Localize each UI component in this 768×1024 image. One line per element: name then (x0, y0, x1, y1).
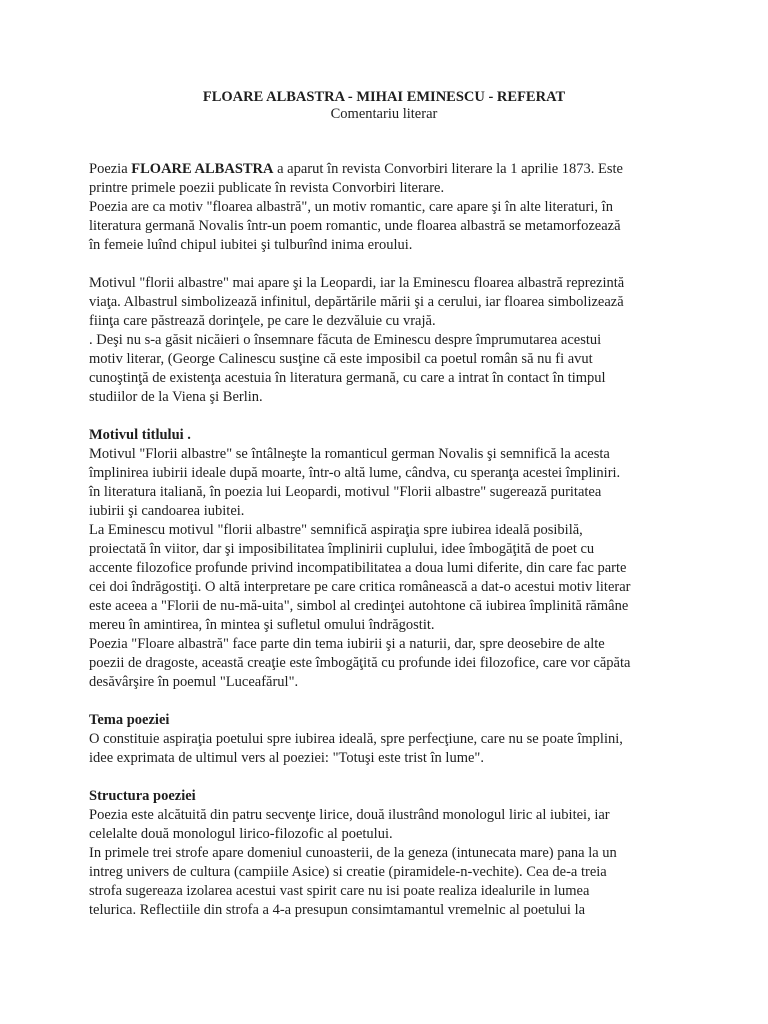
section-structura-poeziei (89, 787, 739, 920)
blank-line (89, 692, 739, 711)
section-motivul-titlului (89, 426, 739, 692)
paragraph-line: Motivul "Florii albastre" se întâlneşte la romanticul german Novalis şi semnifică la acesta (89, 446, 610, 462)
paragraph-line: desăvârşire în poemul "Luceafărul". (89, 674, 299, 690)
paragraph-leopardi (89, 274, 739, 407)
blank-line (89, 407, 739, 426)
paragraph-line: în literatura italiană, în poezia lui Leopardi, motivul "Florii albastre" sugerează puritatea (89, 484, 602, 500)
paragraph-line: cei doi îndrăgostiţi. O altă interpretare pe care critica românească a dat-o acestui motiv literar (89, 579, 631, 595)
blank-line (89, 255, 739, 274)
paragraph-line: mereu în amintirea, în mintea şi sufletul omului îndrăgostit. (89, 617, 435, 633)
paragraph-line: . Deşi nu s-a găsit nicăieri o însemnare făcuta de Eminescu despre împrumutarea acestui (89, 332, 602, 348)
section-heading: Motivul titlului . (89, 427, 191, 443)
paragraph-line: strofa sugereaza izolarea acestui vast spirit care nu isi poate realiza idealurile in lumea (89, 883, 590, 899)
blank-line (89, 768, 739, 787)
document-subtitle: Comentariu literar (330, 106, 438, 122)
paragraph-line: motiv literar, (George Calinescu susţine că este imposibil ca poetul român să nu fi avut (89, 351, 593, 367)
paragraph-line: în femeie luînd chipul iubitei şi tulburînd inima eroului. (89, 237, 413, 253)
document-body (89, 160, 739, 920)
paragraph-line (89, 160, 739, 179)
paragraph-line: intreg univers de cultura (campiile Asice) si creatie (piramidele-n-vechite). Cea de-a treia (89, 864, 607, 880)
paragraph-line: împlinirea iubirii ideale după moarte, într-o altă lume, cândva, cu speranţa acestei împliniri. (89, 465, 621, 481)
section-heading: Tema poeziei (89, 712, 170, 728)
paragraph-line: Poezia "Floare albastră" face parte din tema iubirii şi a naturii, dar, spre deosebire de alte (89, 636, 605, 652)
paragraph-line: este aceea a "Florii de nu-mă-uita", simbol al credinţei autohtone că iubirea împlinită rămâne (89, 598, 629, 614)
poem-title-emphasis: FLOARE ALBASTRA (131, 161, 274, 177)
section-tema-poeziei (89, 711, 739, 768)
paragraph-line: celelalte două monologul lirico-filozofic al poetului. (89, 826, 393, 842)
paragraph-line: literatura germană Novalis într-un poem romantic, unde floarea albastră se metamorfozează (89, 218, 621, 234)
section-heading: Structura poeziei (89, 788, 196, 804)
title-block (0, 89, 768, 123)
paragraph-line: studiilor de la Viena şi Berlin. (89, 389, 263, 405)
paragraph-line: Poezia este alcătuită din patru secvenţe lirice, două ilustrând monologul liric al iubitei, iar (89, 807, 610, 823)
paragraph-line: viaţa. Albastrul simbolizează infinitul, depărtările mării şi a cerului, iar floarea simbolizează (89, 294, 624, 310)
paragraph-line: printre primele poezii publicate în revista Convorbiri literare. (89, 180, 445, 196)
paragraph-line: cunoştinţă de existenţa acestuia în literatura germană, cu care a intrat în contact în timpul (89, 370, 606, 386)
paragraph-line: telurica. Reflectiile din strofa a 4-a presupun consimtamantul vremelnic al poetului la (89, 902, 586, 918)
paragraph-line: fiinţa care păstrează dorinţele, pe care le dezvăluie cu vrajă. (89, 313, 436, 329)
paragraph-line: poezii de dragoste, această creaţie este îmbogăţită cu profunde idei filozofice, care vor căpăta (89, 655, 631, 671)
paragraph-line: La Eminescu motivul "florii albastre" semnifică aspiraţia spre iubirea ideală posibilă, (89, 522, 583, 538)
paragraph-intro (89, 160, 739, 255)
paragraph-line: idee exprimata de ultimul vers al poeziei: "Totuşi este trist în lume". (89, 750, 484, 766)
paragraph-line: In primele trei strofe apare domeniul cunoasterii, de la geneza (intunecata mare) pana la un (89, 845, 617, 861)
paragraph-line: Motivul "florii albastre" mai apare şi la Leopardi, iar la Eminescu floarea albastră reprezintă (89, 275, 625, 291)
paragraph-line: iubirii şi candoarea iubitei. (89, 503, 245, 519)
line-text: Poezia (89, 161, 132, 177)
paragraph-line: Poezia are ca motiv "floarea albastră", un motiv romantic, care apare şi în alte literaturi, în (89, 199, 613, 215)
line-text: a aparut în revista Convorbiri literare la 1 aprilie 1873. Este (273, 161, 623, 177)
paragraph-line: proiectată în viitor, dar şi imposibilitatea împlinirii cuplului, idee îmbogăţită de poet cu (89, 541, 595, 557)
paragraph-line: O constituie aspiraţia poetului spre iubirea ideală, spre perfecţiune, care nu se poate împlini, (89, 731, 623, 747)
document-title: FLOARE ALBASTRA - MIHAI EMINESCU - REFERAT (202, 89, 566, 105)
paragraph-line: accente filozofice profunde privind incompatibilitatea a doua lumi diferite, din care fac parte (89, 560, 627, 576)
